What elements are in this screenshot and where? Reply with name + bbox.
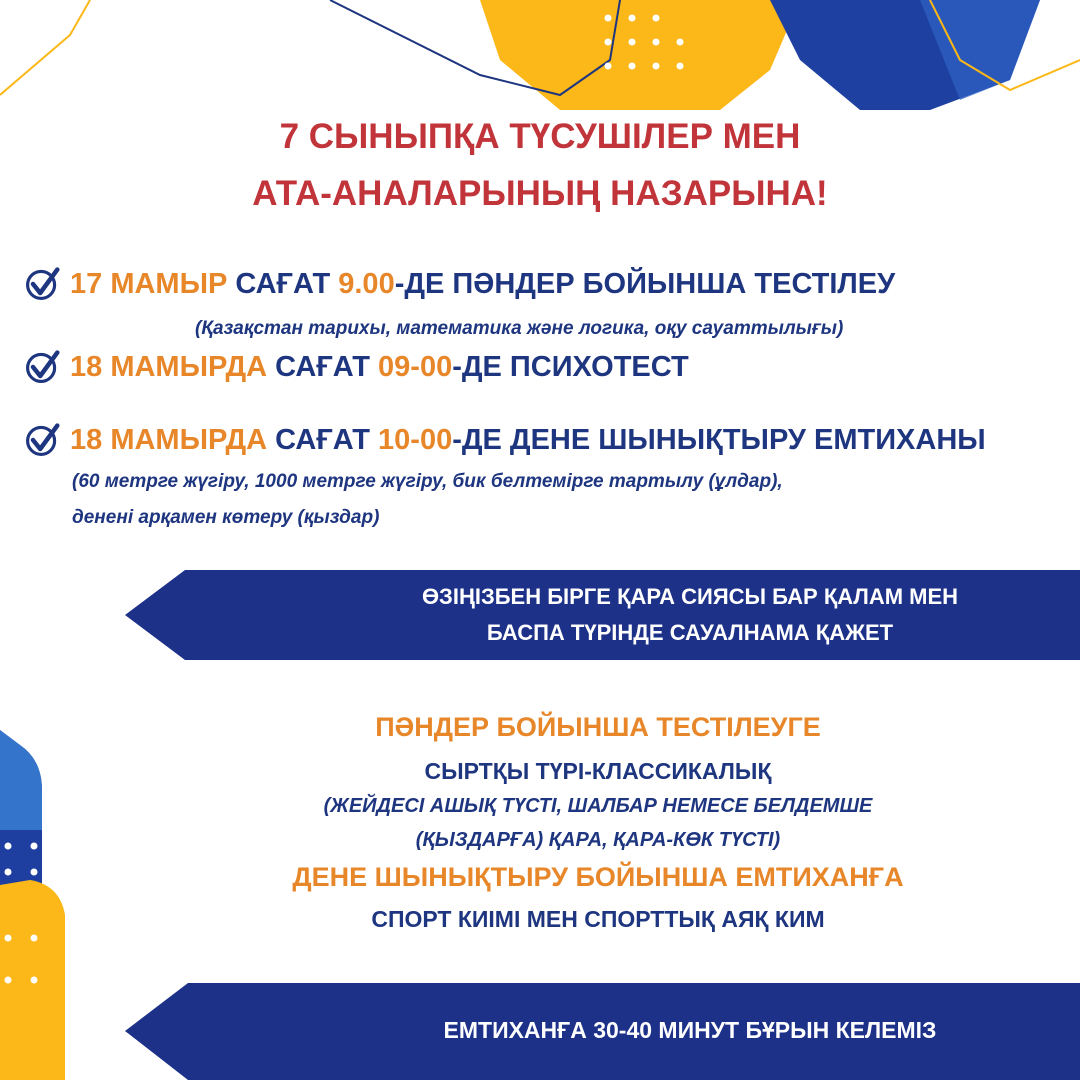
dress-heading-1: ПӘНДЕР БОЙЫНША ТЕСТІЛЕУГЕ	[375, 712, 821, 742]
schedule-time: 9.00	[338, 267, 395, 300]
banner1-line1: ӨЗІҢІЗБЕН БІРГЕ ҚАРА СИЯСЫ БАР ҚАЛАМ МЕН	[421, 584, 959, 609]
schedule-note-1: (Қазақстан тарихы, математика және логика, оқу сауаттылығы)	[195, 318, 844, 339]
schedule-item-2	[24, 349, 689, 385]
top-left-outline	[0, 0, 90, 95]
schedule-mid: САҒАТ	[227, 267, 339, 300]
dress-heading-2: ДЕНЕ ШЫНЫҚТЫРУ БОЙЫНША ЕМТИХАНҒА	[292, 862, 904, 892]
schedule-date: 18 МАМЫРДА	[70, 423, 268, 456]
schedule-mid: САҒАТ	[267, 423, 379, 456]
schedule-date: 17 МАМЫР	[70, 267, 228, 300]
left-blue-shape-light	[0, 730, 42, 830]
dress-line-2: (ЖЕЙДЕСІ АШЫҚ ТҮСТІ, ШАЛБАР НЕМЕСЕ БЕЛДЕМШЕ	[323, 795, 873, 817]
schedule-note-3a: (60 метрге жүгіру, 1000 метрге жүгіру, бик белтемірге тартылу (ұлдар),	[72, 471, 783, 492]
schedule-note-3b: денені арқамен көтеру (қыздар)	[72, 507, 380, 528]
schedule-item-3	[24, 422, 986, 458]
check-circle-icon	[24, 266, 60, 302]
banner2-line1: ЕМТИХАНҒА 30-40 МИНУТ БҰРЫН КЕЛЕМІЗ	[443, 1017, 937, 1043]
check-circle-icon	[24, 349, 60, 385]
schedule-rest: -ДЕ ДЕНЕ ШЫНЫҚТЫРУ ЕМТИХАНЫ	[452, 423, 986, 456]
banner1-line2: БАСПА ТҮРІНДЕ САУАЛНАМА ҚАЖЕТ	[486, 620, 894, 645]
title-line-2: АТА-АНАЛАРЫНЫҢ НАЗАРЫНА!	[252, 174, 828, 213]
schedule-item-1	[24, 266, 895, 302]
schedule-rest: -ДЕ ПСИХОТЕСТ	[452, 350, 689, 383]
schedule-mid: САҒАТ	[267, 350, 379, 383]
dress-line-4: СПОРТ КИІМІ МЕН СПОРТТЫҚ АЯҚ КИМ	[371, 906, 825, 932]
schedule-rest: -ДЕ ПӘНДЕР БОЙЫНША ТЕСТІЛЕУ	[394, 267, 896, 300]
banner1-text	[300, 579, 1080, 651]
check-circle-icon	[24, 422, 60, 458]
schedule-date: 18 МАМЫРДА	[70, 350, 268, 383]
dress-line-3: (ҚЫЗДАРҒА) ҚАРА, ҚАРА-КӨК ТҮСТІ)	[415, 829, 781, 851]
top-yellow-hexagon	[480, 0, 800, 110]
banner2-text	[300, 1012, 1080, 1048]
schedule-time: 09-00	[378, 350, 453, 383]
schedule-time: 10-00	[378, 423, 453, 456]
title-line-1: 7 СЫНЫПҚА ТҮСУШІЛЕР МЕН	[279, 117, 801, 156]
dress-line-1: СЫРТҚЫ ТҮРІ-КЛАССИКАЛЫҚ	[424, 758, 772, 784]
